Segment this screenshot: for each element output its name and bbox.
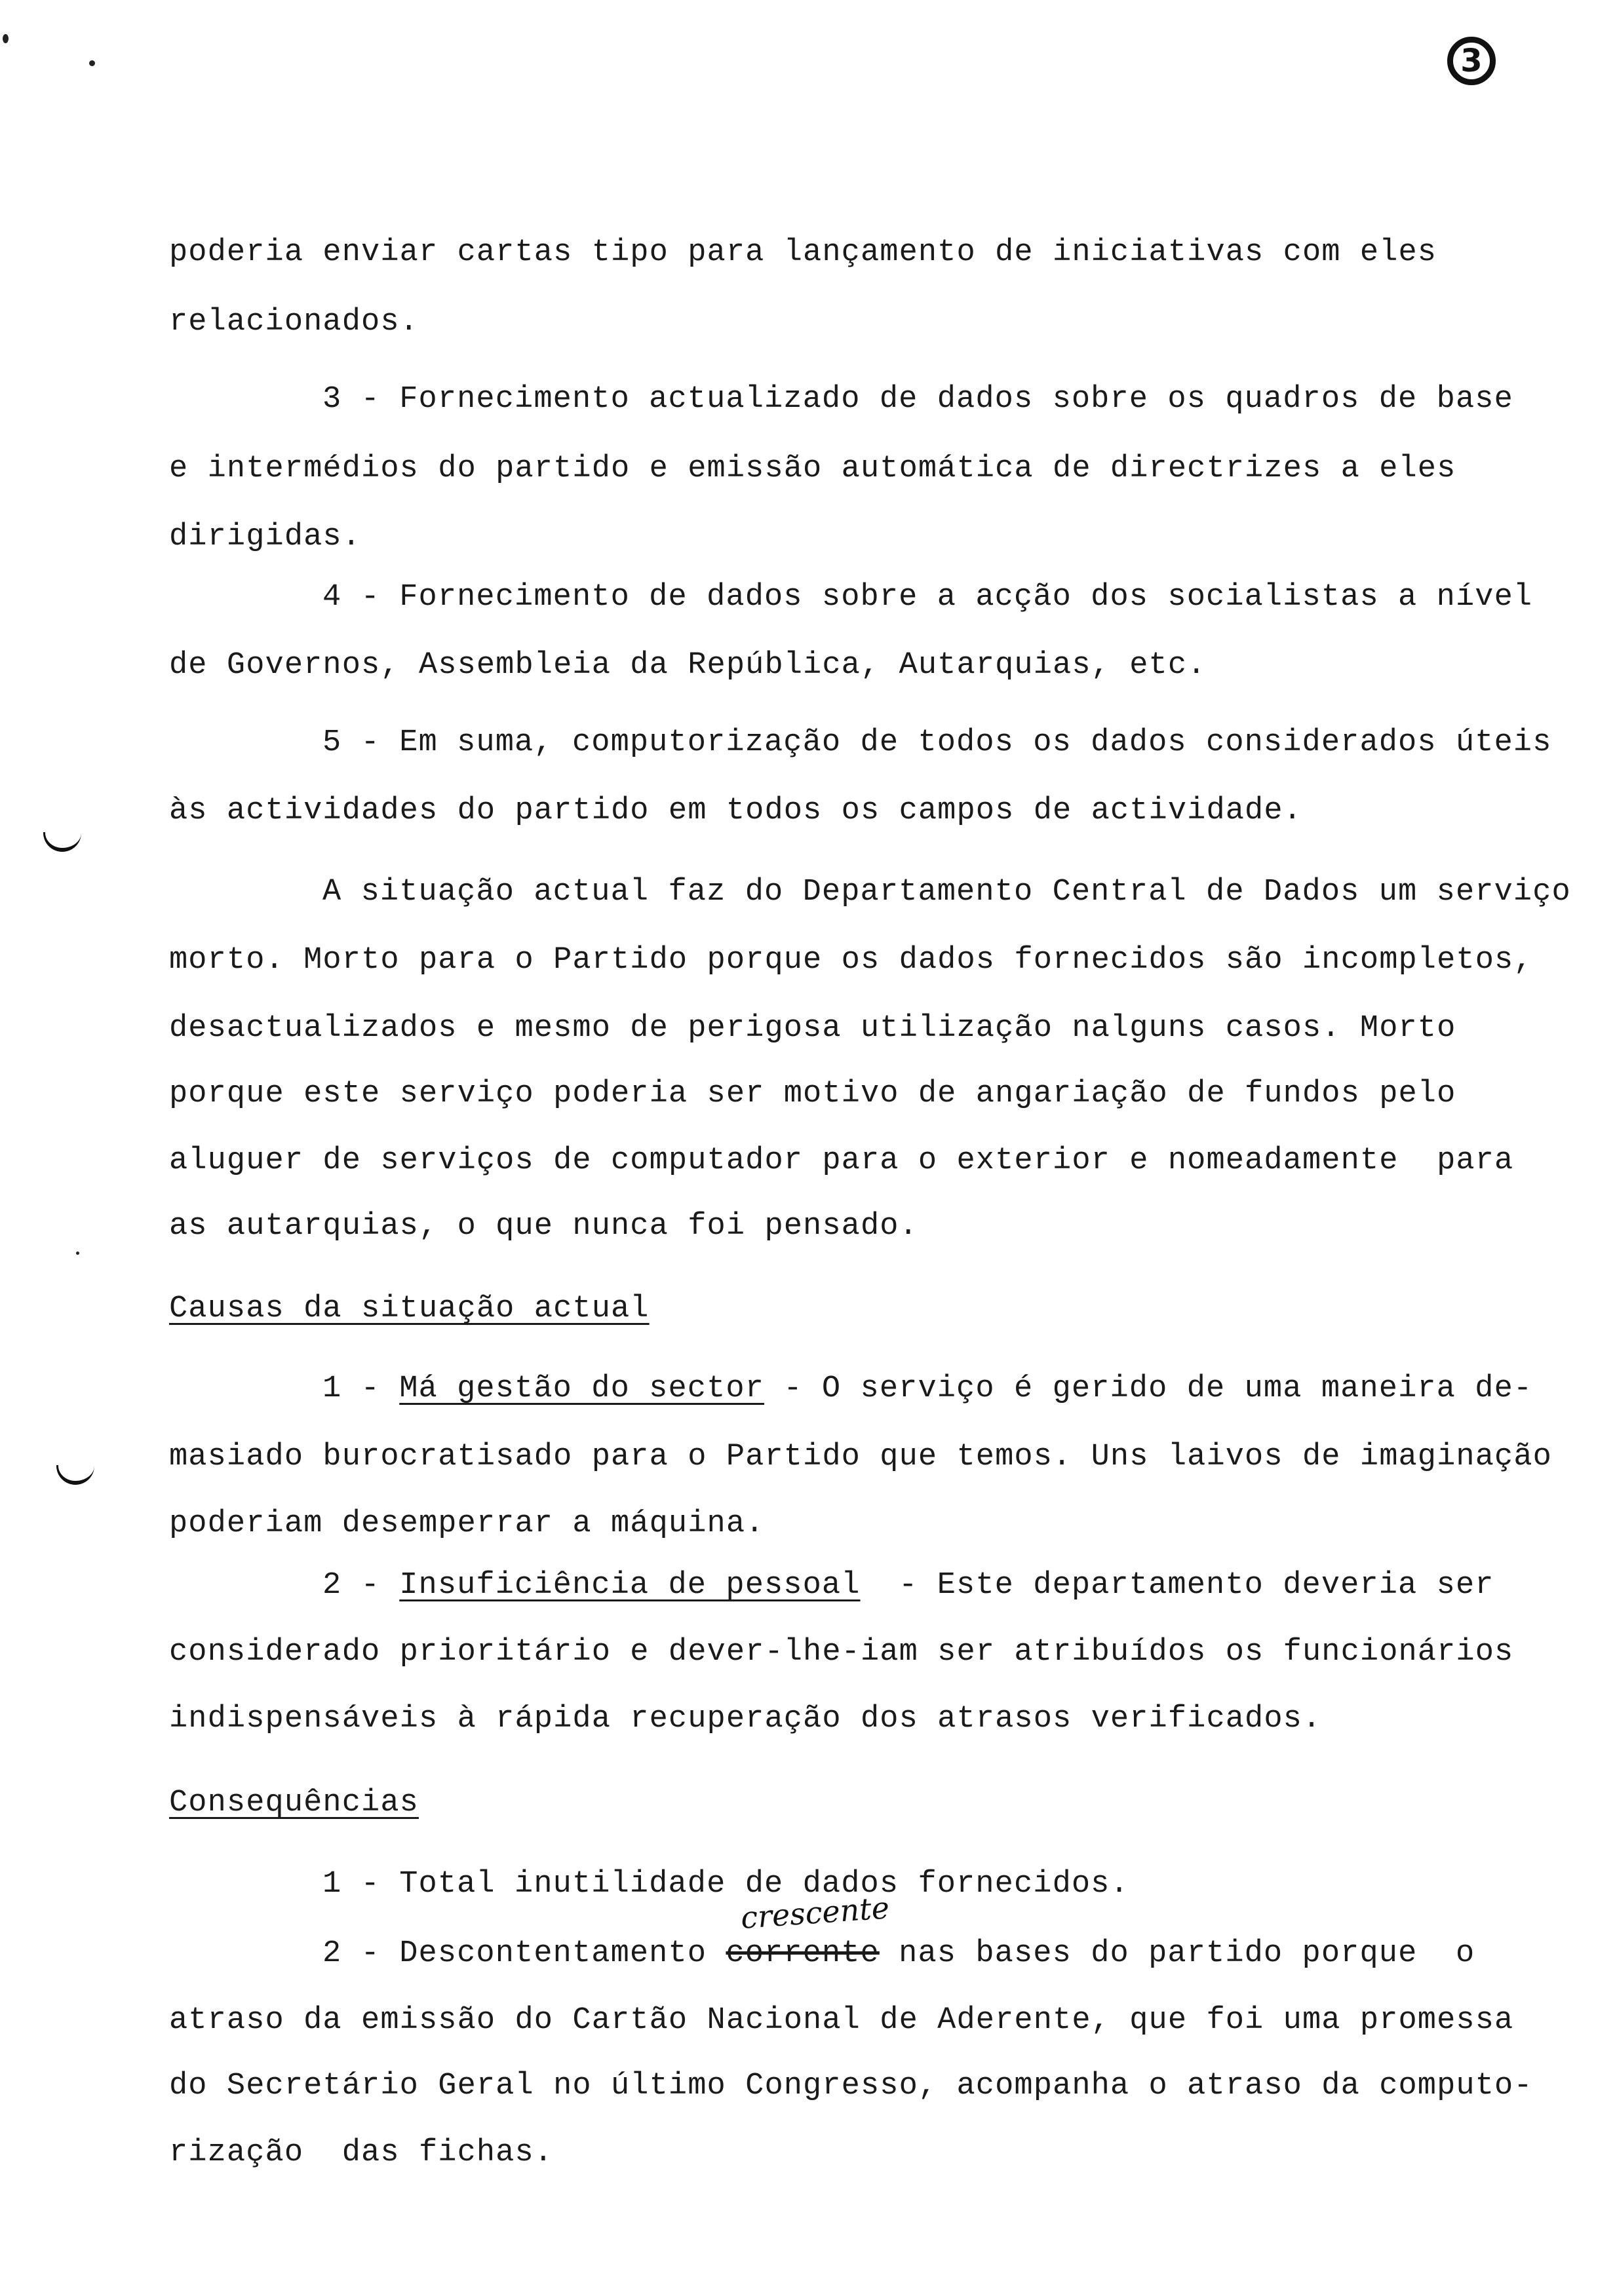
text-line: atraso da emissão do Cartão Nacional de Aderente, que foi uma promessa [169,2003,1514,2038]
text-line: desactualizados e mesmo de perigosa utilização nalguns casos. Morto [169,1011,1456,1046]
text-line: do Secretário Geral no último Congresso, acompanha o atraso da computo- [169,2069,1533,2103]
text-line [322,1566,1494,1605]
text-line: porque este serviço poderia ser motivo de angariação de fundos pelo [169,1077,1456,1111]
text-line: 3 - Fornecimento actualizado de dados sobre os quadros de base [322,382,1513,417]
margin-mark [56,1465,94,1485]
text-line: A situação actual faz do Departamento Central de Dados um serviço [322,875,1571,909]
text-line: poderiam desemperrar a máquina. [169,1506,765,1541]
item-heading: Insuficiência de pessoal [399,1568,861,1603]
text-line: indispensáveis à rápida recuperação dos atrasos verificados. [169,1702,1322,1736]
struck-word: corrente [726,1936,880,1971]
text-line: considerado prioritário e dever-lhe-iam ser atribuídos os funcionários [169,1635,1514,1670]
item-text: 2 - Descontentamento [322,1936,726,1971]
item-text: nas bases do partido porque o [879,1936,1475,1971]
item-text: - O serviço é gerido de uma maneira de- [764,1371,1533,1406]
scan-speck [89,60,95,66]
text-line: rização das fichas. [169,2135,554,2170]
text-line: às actividades do partido em todos os campos de actividade. [169,794,1302,828]
text-line: morto. Morto para o Partido porque os dados fornecidos são incompletos, [169,943,1533,978]
text-line: relacionados. [169,305,419,339]
text-line: dirigidas. [169,520,362,554]
scan-speck [76,1252,79,1255]
item-text: - Este departamento deveria ser [860,1568,1494,1603]
text-line: de Governos, Assembleia da República, Autarquias, etc. [169,648,1207,683]
margin-mark [43,832,81,852]
text-line: as autarquias, o que nunca foi pensado. [169,1209,918,1244]
text-line [322,1934,1475,1974]
text-line: poderia enviar cartas tipo para lançamento de iniciativas com eles [169,235,1437,270]
text-line: aluguer de serviços de computador para o exterior e nomeadamente para [169,1143,1514,1178]
section-heading: Consequências [169,1786,419,1820]
text-line: 5 - Em suma, computorização de todos os dados considerados úteis [322,725,1552,760]
text-line: e intermédios do partido e emissão automática de directrizes a eles [169,451,1456,486]
page-number: 3 [1447,37,1496,85]
handwritten-correction: crescente [739,1890,891,1936]
item-number: 2 - [322,1568,400,1603]
text-line: masiado burocratisado para o Partido que temos. Uns laivos de imaginação [169,1440,1552,1474]
text-line: 1 - Total inutilidade de dados fornecidos. [322,1867,1129,1902]
section-heading: Causas da situação actual [169,1292,650,1326]
item-heading: Má gestão do sector [399,1371,765,1406]
text-line [322,1369,1532,1409]
item-number: 1 - [322,1371,400,1406]
text-line: 4 - Fornecimento de dados sobre a acção dos socialistas a nível [322,580,1533,615]
scan-speck [3,34,9,43]
